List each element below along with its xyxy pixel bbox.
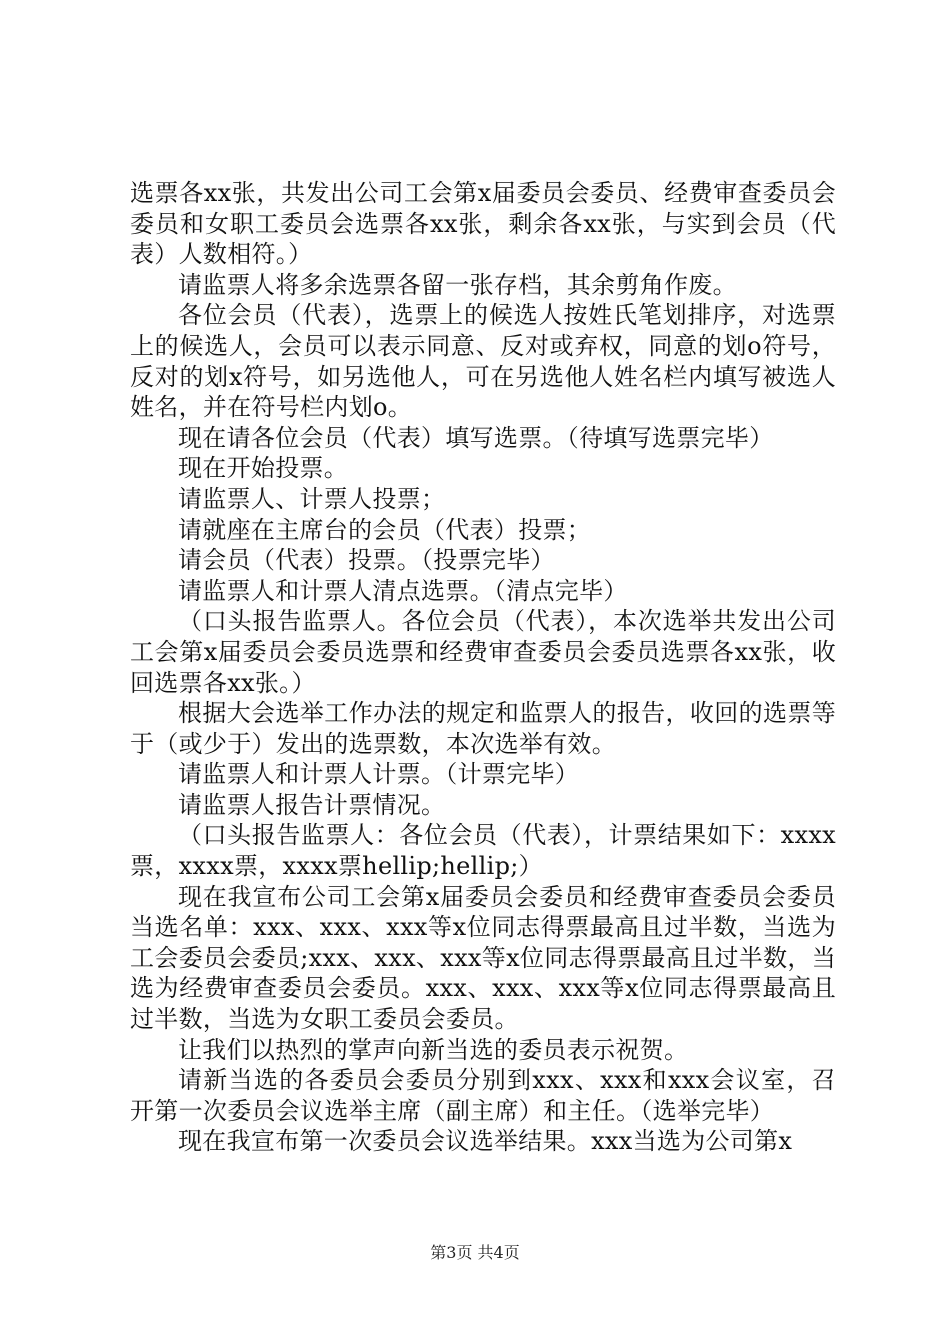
paragraph: 请会员（代表）投票。（投票完毕）: [178, 546, 555, 575]
document-body: [130, 178, 836, 1157]
paragraph: （口头报告监票人。各位会员（代表），本次选举共发出公司工会第x届委员会委员选票和经费审查委员会委员选票各xx张，收回选票各xx张。）: [130, 607, 836, 697]
paragraph: 现在开始投票。: [178, 454, 349, 483]
paragraph: 根据大会选举工作办法的规定和监票人的报告，收回的选票等于（或少于）发出的选票数，本次选举有效。: [130, 699, 836, 758]
paragraph: 请就座在主席台的会员（代表）投票；: [178, 515, 592, 544]
paragraph: 请监票人将多余选票各留一张存档，其余剪角作废。: [178, 270, 737, 299]
paragraph: 请监票人和计票人计票。（计票完毕）: [178, 760, 580, 789]
paragraph: 选票各xx张，共发出公司工会第x届委员会委员、经费审查委员会委员和女职工委员会选票各xx张，剩余各xx张，与实到会员（代表）人数相符。）: [130, 179, 836, 269]
paragraph: 现在我宣布第一次委员会议选举结果。xxx当选为公司第x: [178, 1127, 793, 1156]
paragraph: 现在请各位会员（代表）填写选票。（待填写选票完毕）: [178, 423, 774, 452]
paragraph: 各位会员（代表），选票上的候选人按姓氏笔划排序，对选票上的候选人，会员可以表示同意、反对或弃权，同意的划o符号，反对的划x符号，如另选他人，可在另选他人姓名栏内填写被选人姓名，并在符号栏内划o。: [130, 301, 836, 422]
paragraph: （口头报告监票人：各位会员（代表），计票结果如下：xxxx票，xxxx票，xxxx票hellip;hellip;）: [130, 821, 836, 881]
paragraph: 请监票人报告计票情况。: [178, 790, 446, 819]
page-number-footer: 第3页 共4页: [430, 1243, 520, 1262]
paragraph: 请监票人和计票人清点选票。（清点完毕）: [178, 576, 628, 605]
paragraph: 让我们以热烈的掌声向新当选的委员表示祝贺。: [178, 1035, 689, 1064]
paragraph: 请监票人、计票人投票；: [178, 484, 446, 513]
paragraph: 请新当选的各委员会委员分别到xxx、xxx和xxx会议室，召开第一次委员会议选举主席（副主席）和主任。（选举完毕）: [130, 1066, 836, 1125]
paragraph: 现在我宣布公司工会第x届委员会委员和经费审查委员会委员当选名单：xxx、xxx、xxx等x位同志得票最高且过半数，当选为工会委员会委员;xxx、xxx、xxx等x位同志得票最高且过半数，当选为经费审查委员会委员。xxx、xxx、xxx等x位同志得票最高且过半数，当选为女职工委员会委员。: [130, 882, 836, 1034]
